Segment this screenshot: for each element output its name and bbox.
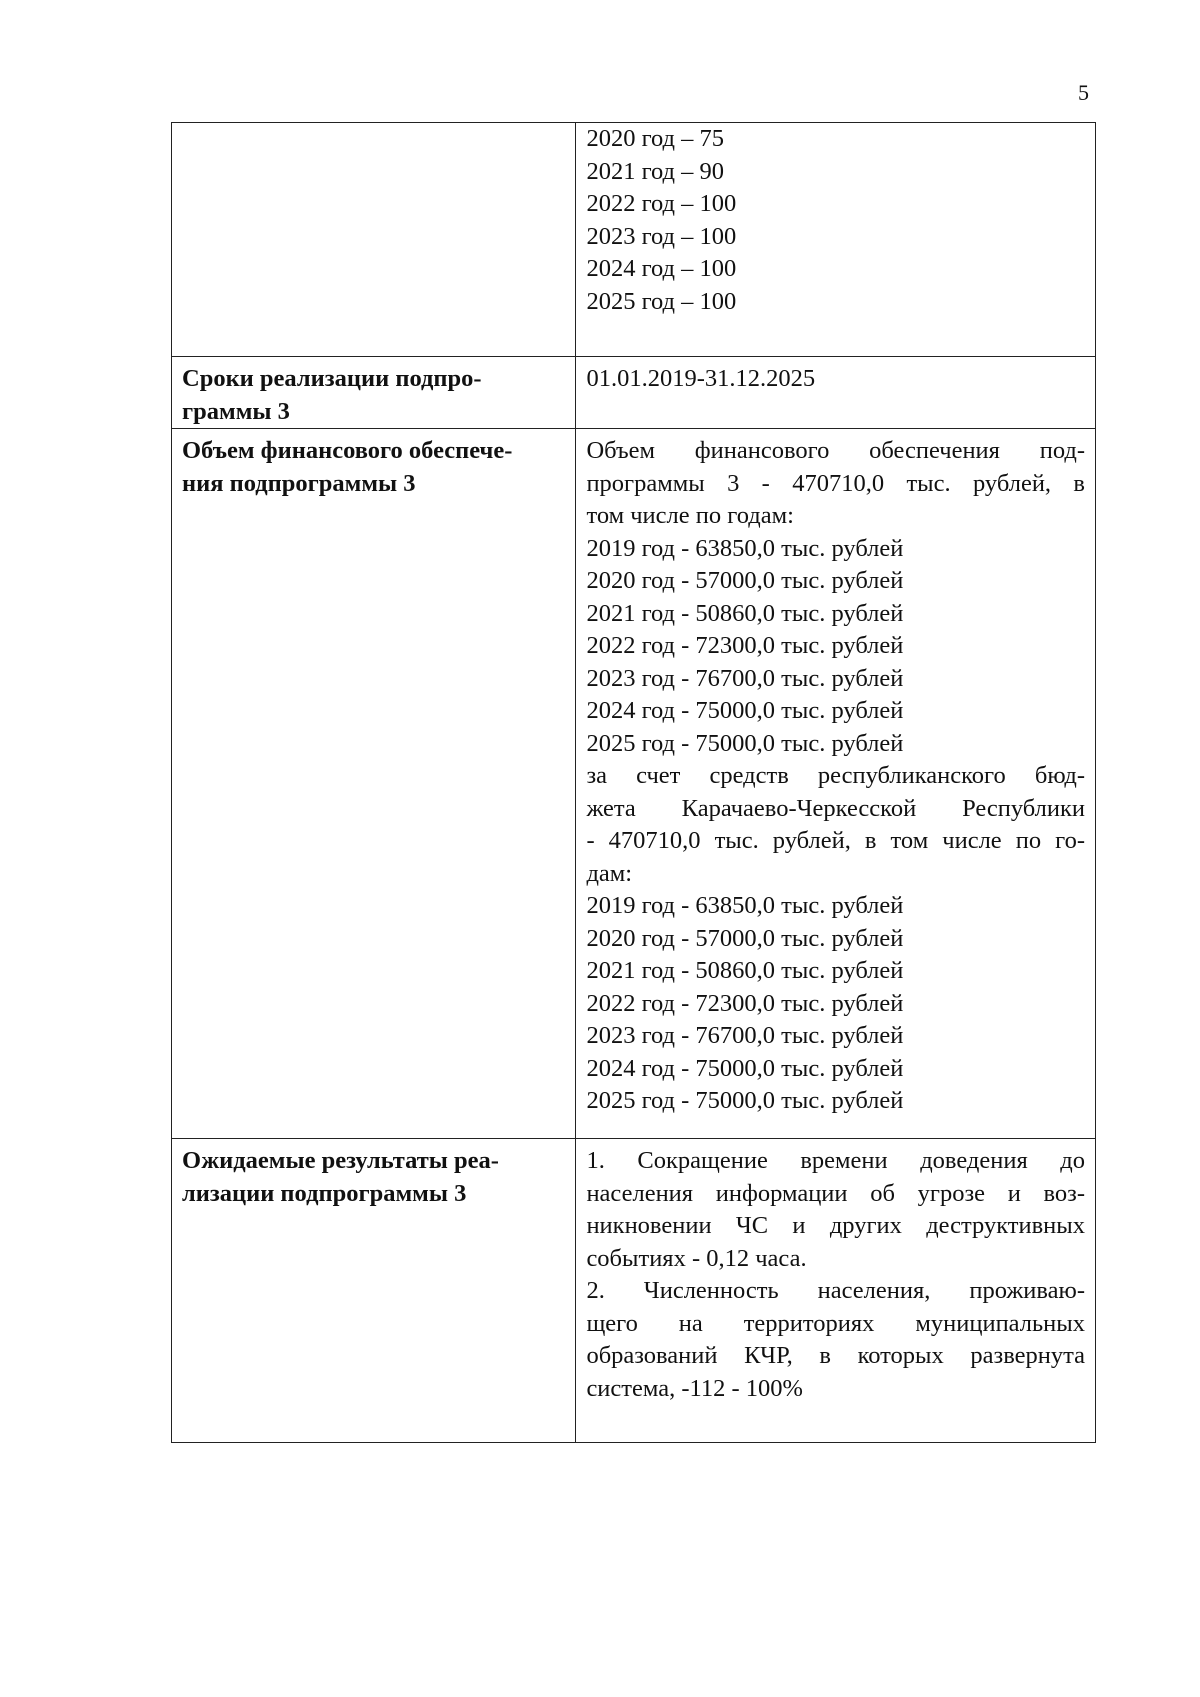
content-line: 2021 год - 50860,0 тыс. рублей bbox=[586, 957, 904, 984]
content-line: 2021 год – 90 bbox=[586, 157, 725, 185]
content-line: никновении ЧС и других деструктивных bbox=[586, 1212, 1085, 1239]
label-line: граммы 3 bbox=[182, 397, 290, 425]
content-line: событиях - 0,12 часа. bbox=[586, 1244, 807, 1272]
label-cell-financing-volume bbox=[172, 429, 576, 1139]
content-line: 2022 год - 72300,0 тыс. рублей bbox=[586, 632, 904, 659]
table-row-implementation-period bbox=[172, 357, 1096, 429]
label-cell-empty bbox=[172, 123, 576, 357]
value-cell-indicator-years bbox=[576, 123, 1096, 357]
content-line: населения информации об угрозе и воз- bbox=[586, 1179, 1085, 1207]
table-row-indicator-values bbox=[172, 123, 1096, 357]
value-cell-implementation-period bbox=[576, 357, 1096, 429]
value-cell-financing-volume bbox=[576, 429, 1096, 1139]
content-line: 2019 год - 63850,0 тыс. рублей bbox=[586, 892, 904, 919]
content-line: - 470710,0 тыс. рублей, в том числе по го- bbox=[586, 827, 1085, 854]
content-line: 2023 год - 76700,0 тыс. рублей bbox=[586, 1022, 904, 1049]
content-line: 2. Численность населения, проживаю- bbox=[586, 1277, 1085, 1304]
content-line: программы 3 - 470710,0 тыс. рублей, в bbox=[586, 469, 1085, 497]
content-line: 2024 год - 75000,0 тыс. рублей bbox=[586, 697, 904, 724]
label-cell-expected-results bbox=[172, 1139, 576, 1443]
content-line: 2020 год – 75 bbox=[586, 125, 725, 152]
content-line: 2022 год – 100 bbox=[586, 190, 737, 217]
content-line: 2024 год - 75000,0 тыс. рублей bbox=[586, 1054, 904, 1082]
content-line: щего на территориях муниципальных bbox=[586, 1309, 1085, 1337]
content-line: 01.01.2019-31.12.2025 bbox=[586, 365, 816, 392]
content-line: дам: bbox=[586, 859, 633, 887]
content-line: образований КЧР, в которых развернута bbox=[586, 1342, 1085, 1369]
content-line: том числе по годам: bbox=[586, 502, 794, 529]
content-line: система, -112 - 100% bbox=[586, 1374, 803, 1402]
content-line: жета Карачаево-Черкесской Республики bbox=[586, 794, 1085, 822]
content-line: 2022 год - 72300,0 тыс. рублей bbox=[586, 989, 904, 1017]
content-line: 2025 год - 75000,0 тыс. рублей bbox=[586, 1087, 904, 1114]
label-line: лизации подпрограммы 3 bbox=[182, 1179, 467, 1207]
content-line: 2025 год – 100 bbox=[586, 287, 737, 315]
label-line: Ожидаемые результаты реа- bbox=[182, 1147, 499, 1174]
subprogram-passport-table bbox=[171, 122, 1096, 1443]
table-row-expected-results bbox=[172, 1139, 1096, 1443]
content-line: 2025 год - 75000,0 тыс. рублей bbox=[586, 729, 904, 757]
label-line: Сроки реализации подпро- bbox=[182, 365, 482, 392]
content-line: Объем финансового обеспечения под- bbox=[586, 437, 1085, 464]
content-line: 2023 год - 76700,0 тыс. рублей bbox=[586, 664, 904, 692]
content-line: 2019 год - 63850,0 тыс. рублей bbox=[586, 534, 904, 562]
label-cell-implementation-period bbox=[172, 357, 576, 429]
content-line: 1. Сокращение времени доведения до bbox=[586, 1147, 1085, 1174]
value-cell-expected-results bbox=[576, 1139, 1096, 1443]
content-line: 2021 год - 50860,0 тыс. рублей bbox=[586, 599, 904, 627]
content-line: 2020 год - 57000,0 тыс. рублей bbox=[586, 567, 904, 594]
content-line: 2023 год – 100 bbox=[586, 222, 737, 250]
label-line: Объем финансового обеспече- bbox=[182, 437, 513, 464]
content-line: 2020 год - 57000,0 тыс. рублей bbox=[586, 924, 904, 952]
page-number: 5 bbox=[1078, 80, 1089, 105]
content-line: 2024 год – 100 bbox=[586, 255, 737, 282]
table-row-financing-volume bbox=[172, 429, 1096, 1139]
label-line: ния подпрограммы 3 bbox=[182, 469, 416, 497]
content-line: за счет средств республиканского бюд- bbox=[586, 762, 1085, 789]
